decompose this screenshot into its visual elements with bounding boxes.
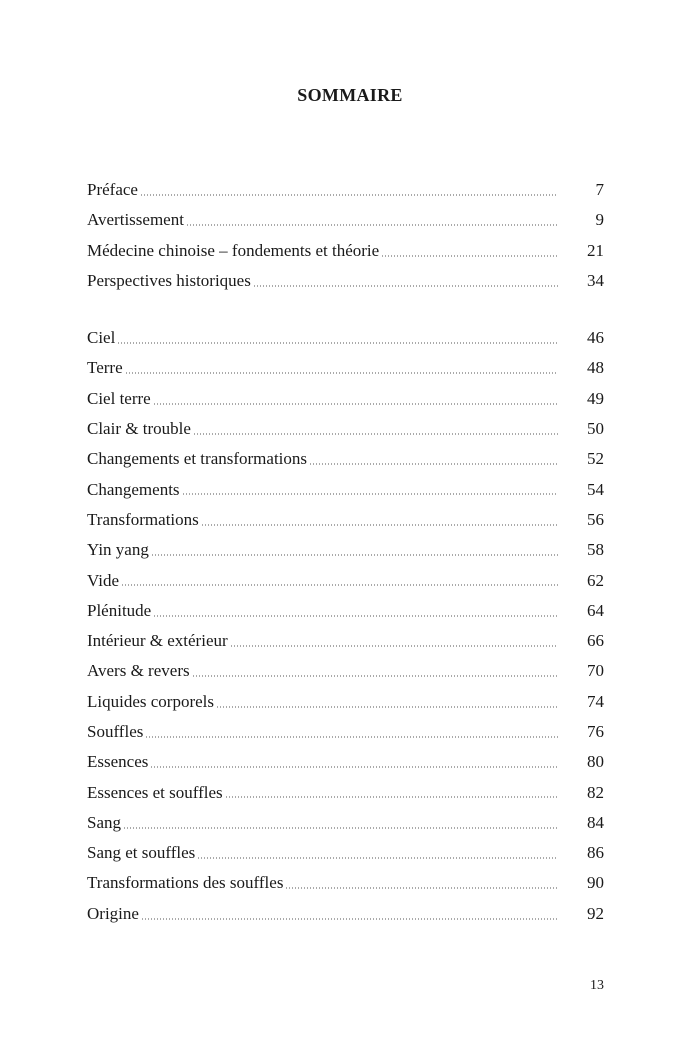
dot-leader	[285, 887, 558, 889]
toc-entry-label: Préface	[87, 180, 138, 200]
dot-leader	[230, 645, 558, 647]
dot-leader	[141, 918, 558, 920]
toc-entry-page: 54	[587, 479, 604, 499]
toc-entry[interactable]	[87, 777, 604, 807]
dot-leader	[150, 766, 558, 768]
toc-entry[interactable]	[87, 626, 604, 656]
toc-entry-page: 90	[587, 873, 604, 893]
toc-entry-page: 64	[587, 600, 604, 620]
toc-entry-page: 76	[587, 722, 604, 741]
toc-entry-label: Avers & revers	[87, 661, 190, 681]
toc-entry-page: 56	[587, 509, 604, 529]
toc-entry-label: Souffles	[87, 722, 144, 741]
toc-entry-label: Sang et souffles	[87, 843, 196, 863]
toc-group-intro	[87, 175, 604, 296]
toc-entry-page: 52	[587, 449, 604, 469]
toc-entry-label: Transformations des souffles	[87, 873, 284, 893]
toc-entry-page: 7	[595, 180, 604, 200]
toc-entry-label: Ciel	[87, 328, 116, 348]
toc-entry[interactable]	[87, 205, 604, 235]
dot-leader	[216, 706, 558, 708]
toc-entry-label: Sang	[87, 812, 121, 832]
toc-entry-label: Clair & trouble	[87, 419, 191, 439]
toc-entry[interactable]	[87, 868, 604, 898]
toc-entry-page: 46	[587, 328, 604, 348]
dot-leader	[201, 524, 558, 526]
toc-entry-page: 66	[587, 631, 604, 651]
toc-entry-page: 70	[587, 661, 604, 681]
toc-entry-label: Plénitude	[87, 600, 152, 620]
toc-entry[interactable]	[87, 505, 604, 535]
toc-entry[interactable]	[87, 474, 604, 504]
toc-entry-label: Médecine chinoise – fondements et théorie	[87, 240, 380, 260]
dot-leader	[381, 255, 558, 257]
toc-entry[interactable]	[87, 353, 604, 383]
toc-entry[interactable]	[87, 384, 604, 414]
toc-entry-label: Essences et souffles	[87, 782, 223, 802]
toc-entry[interactable]	[87, 236, 604, 266]
toc-entry-page: 86	[587, 843, 604, 863]
toc-entry[interactable]	[87, 656, 604, 686]
toc-entry-label: Origine	[87, 903, 139, 923]
toc-entry-page: 21	[587, 240, 604, 260]
toc-entry-page: 92	[587, 903, 604, 923]
toc-entry-label: Avertissement	[87, 210, 184, 230]
dot-leader	[151, 554, 558, 556]
page-title: SOMMAIRE	[297, 85, 403, 105]
dot-leader	[253, 285, 558, 287]
dot-leader	[182, 493, 558, 495]
toc-entry-page: 84	[587, 812, 604, 832]
dot-leader	[225, 796, 558, 798]
toc-entry-label: Yin yang	[87, 540, 149, 560]
dot-leader	[153, 615, 558, 617]
dot-leader	[153, 403, 558, 405]
dot-leader	[145, 736, 558, 738]
toc-entry-label: Essences	[87, 752, 149, 772]
toc-entry-page: 9	[595, 210, 604, 230]
toc-entry[interactable]	[87, 717, 604, 747]
toc-entry-label: Liquides corporels	[87, 691, 214, 711]
dot-leader	[186, 224, 558, 226]
toc-entry-page: 50	[587, 419, 604, 439]
toc-entry[interactable]	[87, 266, 604, 296]
page-number: 13	[590, 978, 604, 993]
toc-entry-page: 62	[587, 570, 604, 590]
toc-entry[interactable]	[87, 808, 604, 838]
dot-leader	[117, 342, 558, 344]
dot-leader	[125, 372, 558, 374]
dot-leader	[123, 827, 558, 829]
toc-entry[interactable]	[87, 323, 604, 353]
toc-entry-page: 82	[587, 782, 604, 802]
toc-entry-label: Changements	[87, 479, 180, 499]
toc-entry-label: Terre	[87, 358, 123, 378]
toc-entry[interactable]	[87, 747, 604, 777]
toc-entry-label: Vide	[87, 570, 120, 590]
toc-entry[interactable]	[87, 444, 604, 474]
toc-entry-label: Transformations	[87, 509, 199, 529]
dot-leader	[197, 857, 558, 859]
dot-leader	[121, 584, 558, 586]
toc-entry[interactable]	[87, 596, 604, 626]
toc-entry-label: Ciel terre	[87, 388, 151, 408]
dot-leader	[193, 433, 558, 435]
dot-leader	[192, 675, 558, 677]
toc-entry-label: Intérieur & extérieur	[87, 631, 228, 651]
toc-entry-page: 58	[587, 540, 604, 560]
toc-entry-page: 34	[587, 271, 604, 291]
toc-entry[interactable]	[87, 899, 604, 929]
toc-entry-page: 80	[587, 752, 604, 772]
toc-entry[interactable]	[87, 687, 604, 717]
toc-entry[interactable]	[87, 535, 604, 565]
toc-entry[interactable]	[87, 414, 604, 444]
toc-entry-label: Perspectives historiques	[87, 271, 251, 291]
toc-entry[interactable]	[87, 175, 604, 205]
toc-entry-page: 49	[587, 388, 604, 408]
toc-entry[interactable]	[87, 838, 604, 868]
dot-leader	[140, 194, 558, 196]
toc-entry-page: 74	[587, 691, 604, 711]
toc-entry-label: Changements et transformations	[87, 449, 308, 469]
toc-entry[interactable]	[87, 565, 604, 595]
toc-group-concepts	[87, 323, 604, 929]
toc-entry-page: 48	[587, 358, 604, 378]
dot-leader	[309, 463, 558, 465]
